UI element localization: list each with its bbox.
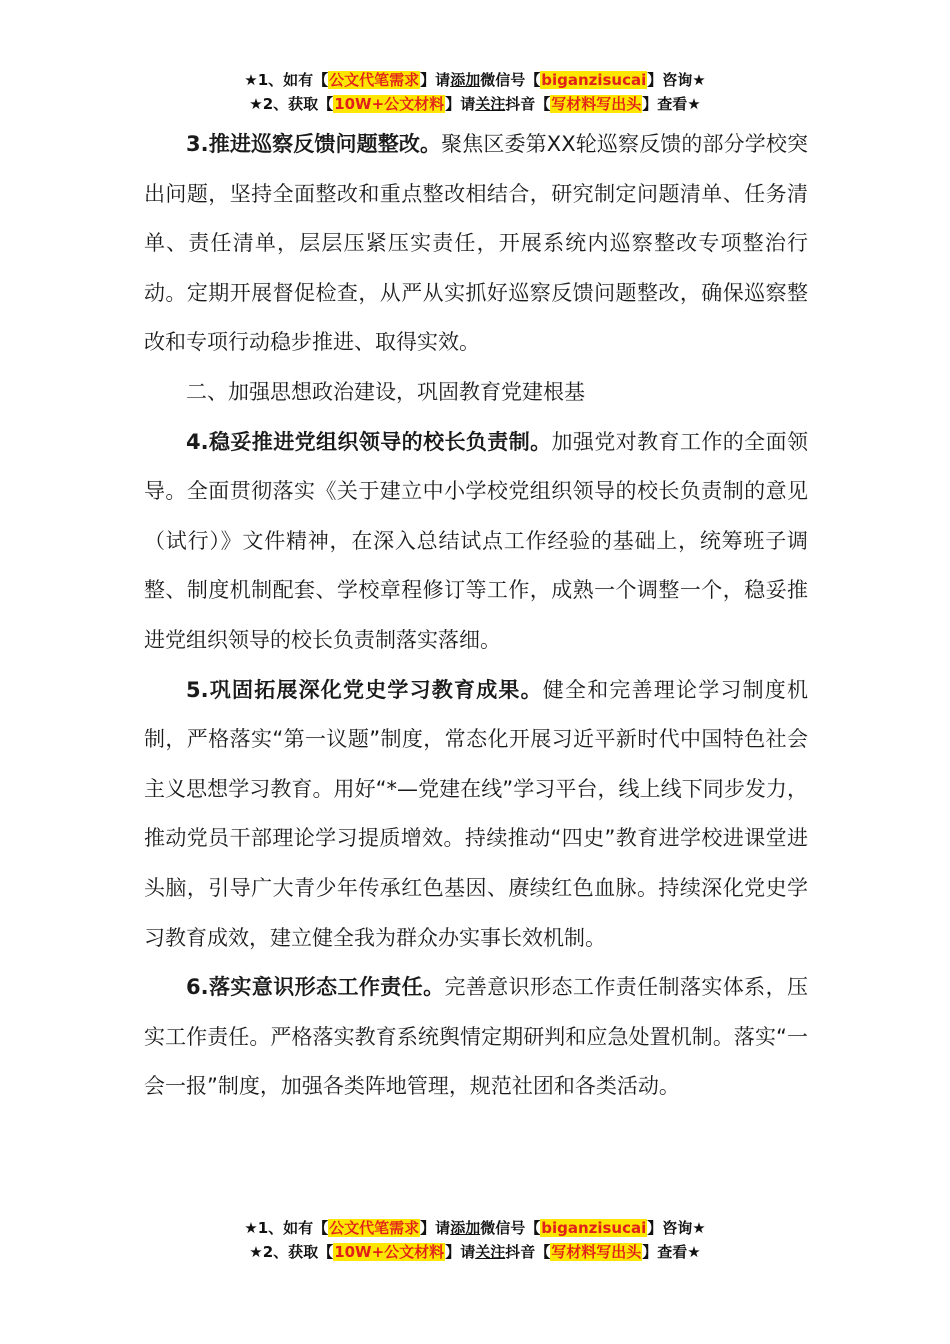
banner-highlight-materials: 10W+公文材料 xyxy=(334,1243,445,1261)
banner-text: 】请 xyxy=(420,1219,451,1237)
paragraph-4 xyxy=(144,418,808,666)
paragraph-6 xyxy=(144,963,808,1112)
banner-text: 微信号【 xyxy=(480,1219,541,1237)
document-body xyxy=(144,120,808,1112)
banner-text: 】查看★ xyxy=(642,95,701,113)
banner-text: ★2、获取【 xyxy=(249,1243,334,1261)
banner-text: 】咨询★ xyxy=(647,71,706,89)
paragraph-text: 完善意识形态工作责任制落实体系，压实工作责任。严格落实教育系统舆情定期研判和应急处置机制。落实“一会一报”制度，加强各类阵地管理，规范社团和各类活动。 xyxy=(144,975,809,1099)
banner-line-2 xyxy=(0,92,950,116)
banner-line-1 xyxy=(0,68,950,92)
paragraph-text: 聚焦区委第XX轮巡察反馈的部分学校突出问题，坚持全面整改和重点整改相结合，研究制定问题清单、任务清单、责任清单，层层压紧压实责任，开展系统内巡察整改专项整治行动。定期开展督促检查，从严从实抓好巡察反馈问题整改，确保巡察整改和专项行动稳步推进、取得实效。 xyxy=(144,132,808,355)
top-banner xyxy=(0,68,950,116)
banner-underlined-text: 关注 xyxy=(475,1243,506,1261)
paragraph-lead: 4.稳妥推进党组织领导的校长负责制。 xyxy=(186,429,552,454)
paragraph-lead: 5.巩固拓展深化党史学习教育成果。 xyxy=(186,677,543,702)
banner-text: 抖音【 xyxy=(505,1243,551,1261)
banner-highlight-wechat: biganzisucai xyxy=(541,1219,647,1237)
banner-text: 】请 xyxy=(445,1243,476,1261)
banner-line-2 xyxy=(0,1240,950,1264)
paragraph-lead: 3.推进巡察反馈问题整改。 xyxy=(186,132,442,156)
banner-highlight-douyin: 写材料写出头 xyxy=(551,95,642,113)
banner-highlight-service: 公文代笔需求 xyxy=(329,1219,420,1237)
banner-text: 】咨询★ xyxy=(647,1219,706,1237)
banner-line-1 xyxy=(0,1216,950,1240)
paragraph-5 xyxy=(144,666,808,964)
banner-text: 微信号【 xyxy=(480,71,541,89)
banner-highlight-douyin: 写材料写出头 xyxy=(551,1243,642,1261)
banner-text: 】查看★ xyxy=(642,1243,701,1261)
banner-highlight-materials: 10W+公文材料 xyxy=(334,95,445,113)
banner-highlight-service: 公文代笔需求 xyxy=(329,71,420,89)
banner-underlined-text: 添加 xyxy=(450,71,481,89)
banner-text: 】请 xyxy=(420,71,451,89)
banner-underlined-text: 添加 xyxy=(450,1219,481,1237)
paragraph-text: 加强党对教育工作的全面领导。全面贯彻落实《关于建立中小学校党组织领导的校长负责制的意见（试行）》文件精神，在深入总结试点工作经验的基础上，统筹班子调整、制度机制配套、学校章程修订等工作，成熟一个调整一个，稳妥推进党组织领导的校长负责制落实落细。 xyxy=(144,429,808,652)
banner-underlined-text: 关注 xyxy=(475,95,506,113)
banner-text: 】请 xyxy=(445,95,476,113)
paragraph-3 xyxy=(144,120,808,368)
banner-text: ★1、如有【 xyxy=(244,71,329,89)
banner-text: ★2、获取【 xyxy=(249,95,334,113)
paragraph-lead: 6.落实意识形态工作责任。 xyxy=(186,975,445,1000)
bottom-banner xyxy=(0,1216,950,1264)
section-heading: 二、加强思想政治建设，巩固教育党建根基 xyxy=(186,379,585,404)
banner-highlight-wechat: biganzisucai xyxy=(541,71,647,89)
paragraph-text: 健全和完善理论学习制度机制，严格落实“第一议题”制度，常态化开展习近平新时代中国特色社会主义思想学习教育。用好“*—党建在线”学习平台，线上线下同步发力，推动党员干部理论学习提质增效。持续推动“四史”教育进学校进课堂进头脑，引导广大青少年传承红色基因、赓续红色血脉。持续深化党史学习教育成效，建立健全我为群众办实事长效机制。 xyxy=(144,677,808,950)
banner-text: 抖音【 xyxy=(505,95,551,113)
banner-text: ★1、如有【 xyxy=(244,1219,329,1237)
